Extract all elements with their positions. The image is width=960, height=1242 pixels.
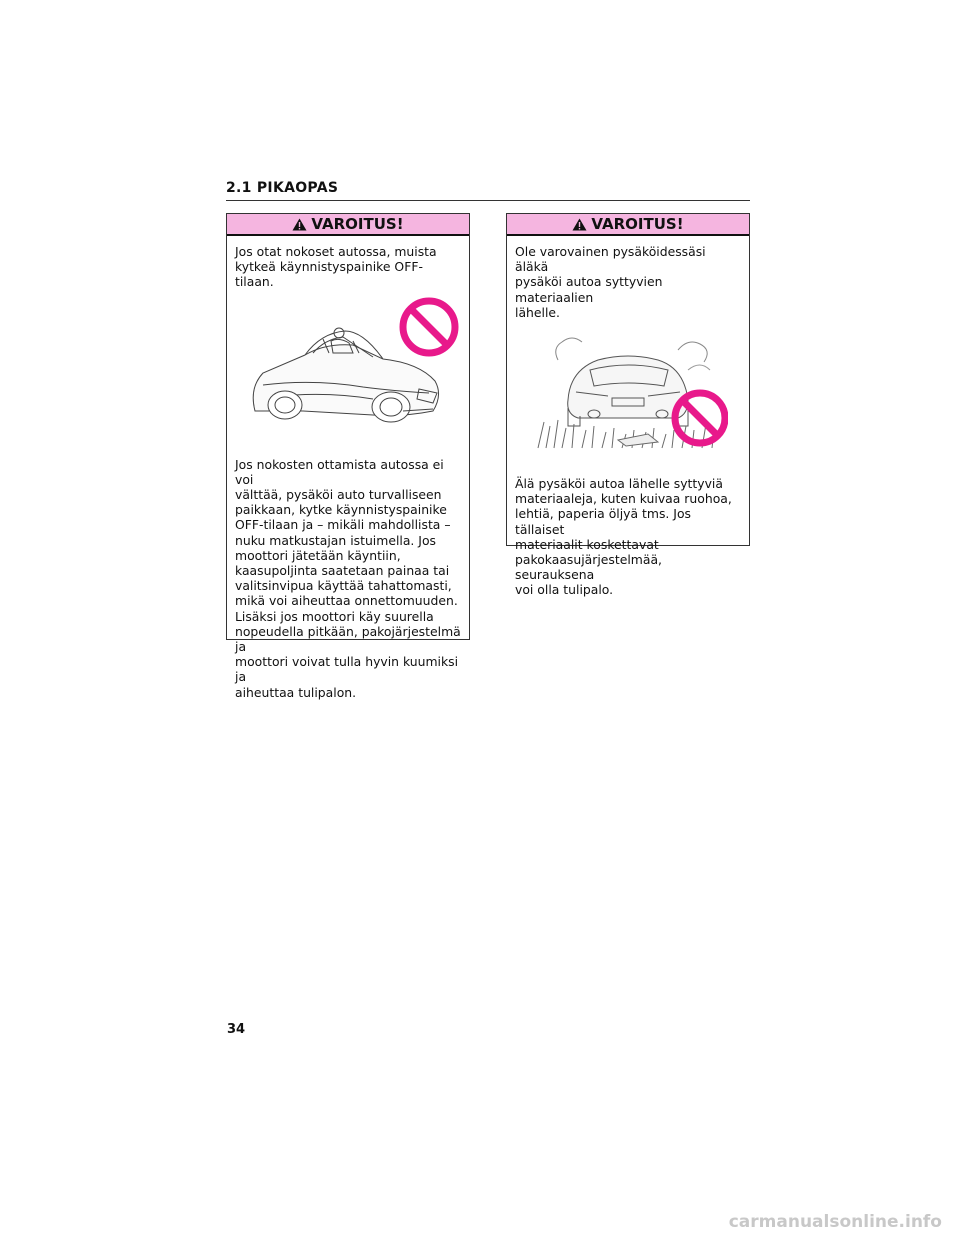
- warning-triangle-icon: [572, 218, 587, 231]
- warning-title: VAROITUS!: [591, 215, 684, 233]
- warning-body: Jos nokosten ottamista autossa ei voi välttää, pysäköi auto turvalliseen paikkaan, kytke käynnistyspainike OFF-tilaan ja – mikäli mahdollista – nuku matkustajan istuimella. Jos moottori jätetään käyntiin, kaasupoljinta saatetaan painaa tai valitsinvipua käyttää tahattomasti, mikä voi aiheuttaa onnettomuuden. Lisäksi jos moottori käy suurella nopeudella pitkään, pakojärjestelmä ja moottori voivat tulla hyvin kuumiksi ja aiheuttaa tulipalon.: [235, 456, 461, 700]
- warning-intro: Ole varovainen pysäköidessäsi äläkä pysäköi autoa syttyvien materiaalien lähelle.: [515, 244, 706, 320]
- warning-box-nap: [226, 213, 470, 700]
- warning-triangle-icon: [292, 218, 307, 231]
- warning-header: [227, 214, 469, 236]
- car-grass-illustration: [528, 330, 728, 450]
- car-rear-grass-illustration: [528, 330, 728, 450]
- warning-header: [507, 214, 749, 236]
- warning-title: VAROITUS!: [311, 215, 404, 233]
- car-nap-illustration: [233, 293, 463, 433]
- watermark: carmanualsonline.info: [728, 1212, 942, 1232]
- section-header: [226, 178, 750, 201]
- warning-body: Älä pysäköi autoa lähelle syttyviä materiaaleja, kuten kuivaa ruohoa, lehtiä, paperia öljyä tms. Jos tällaiset materiaalit koskettavat pakokaasujärjestelmää, seurauksena voi olla tulipalo.: [515, 476, 732, 598]
- prohibition-sign: [675, 393, 725, 443]
- page-number: 34: [227, 1022, 246, 1037]
- sports-car-illustration: [233, 293, 463, 433]
- warning-intro: Jos otat nokoset autossa, muista kytkeä käynnistyspainike OFF-tilaan.: [235, 244, 437, 290]
- section-title: 2.1 PIKAOPAS: [226, 180, 339, 196]
- warning-box-parking: [506, 213, 750, 598]
- prohibition-sign: [403, 301, 455, 353]
